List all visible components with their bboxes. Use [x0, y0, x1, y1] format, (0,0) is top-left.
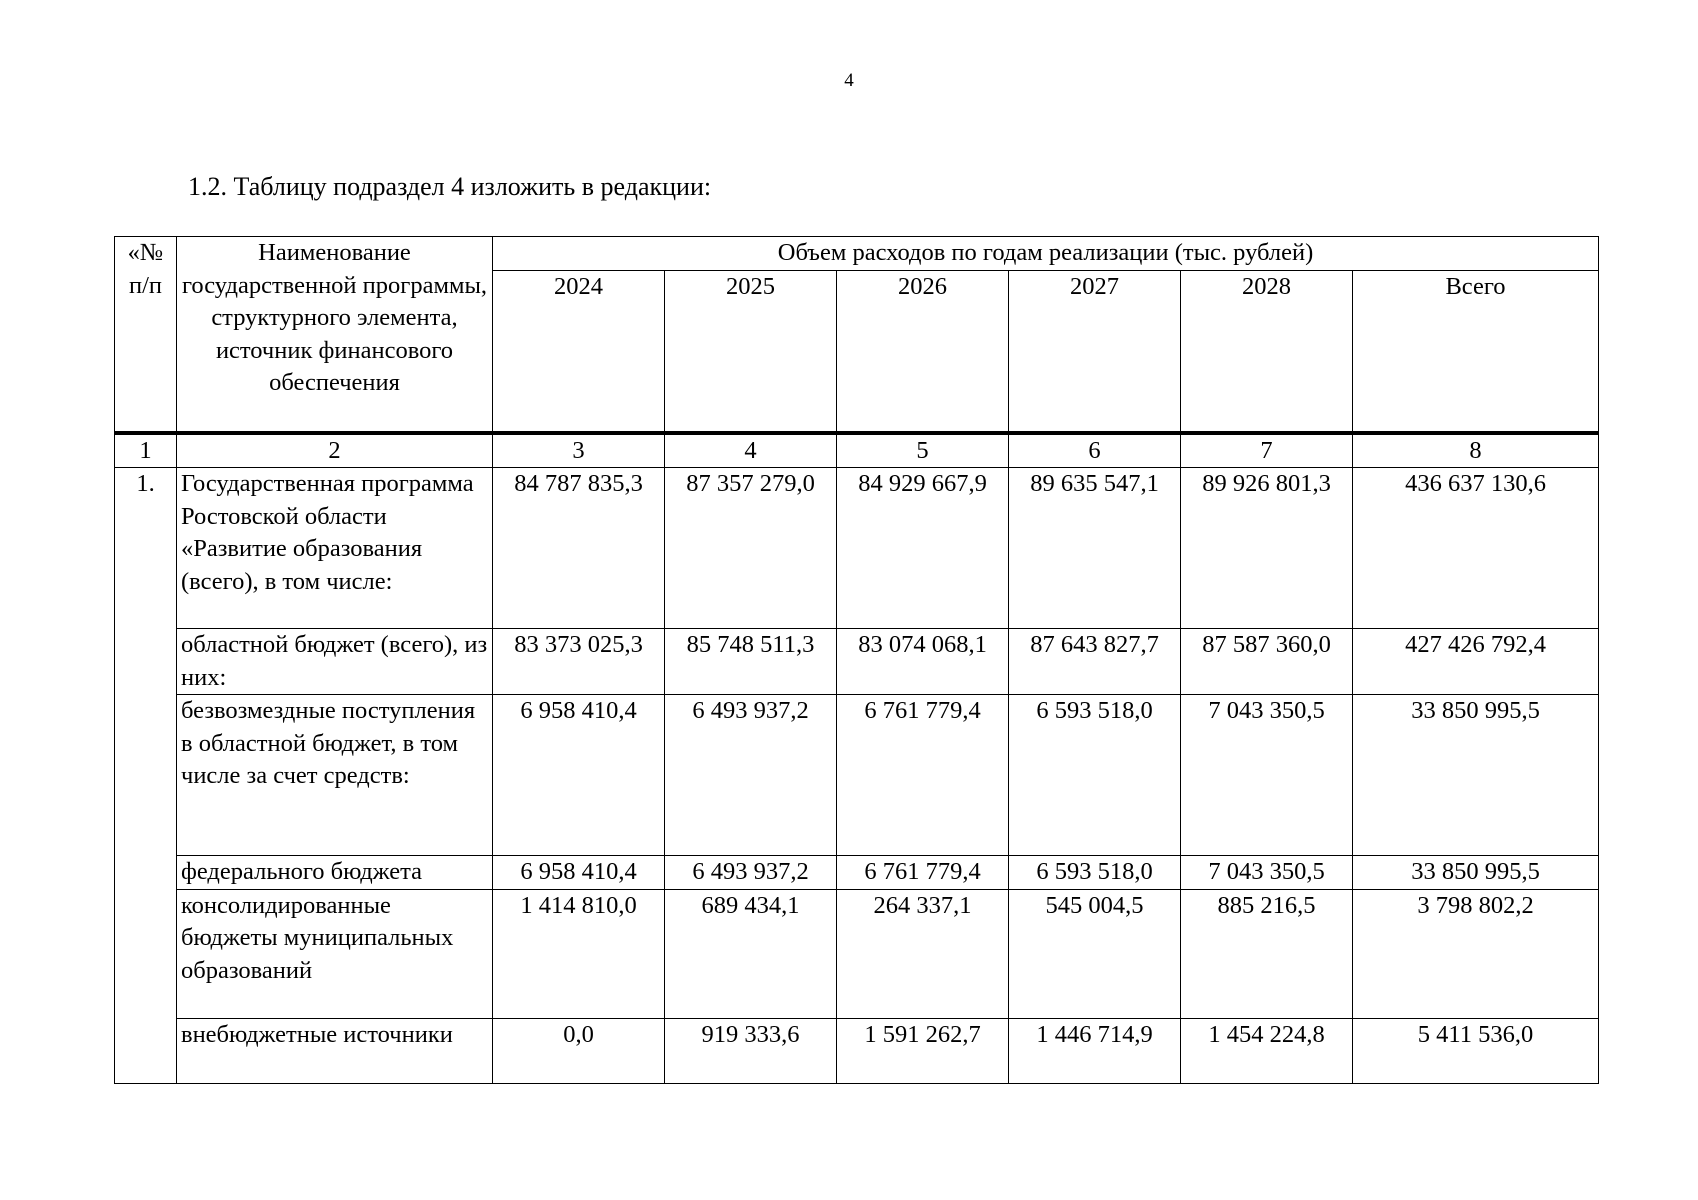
value-cell: 7 043 350,5: [1181, 856, 1353, 890]
column-number: 2: [177, 433, 493, 468]
table-row: [115, 856, 1599, 890]
column-number: 5: [837, 433, 1009, 468]
column-number: 1: [115, 433, 177, 468]
value-cell: 1 454 224,8: [1181, 1018, 1353, 1083]
row-name: областной бюджет (всего), из них:: [177, 629, 493, 695]
header-group: Объем расходов по годам реализации (тыс. рублей): [493, 237, 1599, 271]
value-cell: 919 333,6: [665, 1018, 837, 1083]
value-cell: 6 593 518,0: [1009, 856, 1181, 890]
value-cell: 6 593 518,0: [1009, 695, 1181, 856]
value-cell: 89 926 801,3: [1181, 468, 1353, 629]
header-year: 2026: [837, 270, 1009, 433]
table-row: [115, 1018, 1599, 1083]
column-number: 8: [1353, 433, 1599, 468]
row-number: 1.: [115, 468, 177, 1084]
table-row: [115, 468, 1599, 629]
table-row: [115, 629, 1599, 695]
table-row: [115, 889, 1599, 1018]
budget-table: [114, 236, 1599, 1084]
value-cell: 6 761 779,4: [837, 856, 1009, 890]
value-cell: 689 434,1: [665, 889, 837, 1018]
column-number: 6: [1009, 433, 1181, 468]
row-name: консолидированные бюджеты муниципальных образований: [177, 889, 493, 1018]
header-name: Наименование государственной программы, структурного элемента, источник финансового обеспечения: [177, 237, 493, 433]
row-name: внебюджетные источники: [177, 1018, 493, 1083]
value-cell: 89 635 547,1: [1009, 468, 1181, 629]
value-cell: 6 958 410,4: [493, 856, 665, 890]
column-number: 3: [493, 433, 665, 468]
value-cell: 0,0: [493, 1018, 665, 1083]
value-cell: 1 446 714,9: [1009, 1018, 1181, 1083]
header-year: 2024: [493, 270, 665, 433]
value-cell: 85 748 511,3: [665, 629, 837, 695]
column-number: 7: [1181, 433, 1353, 468]
value-cell: 885 216,5: [1181, 889, 1353, 1018]
value-cell: 6 493 937,2: [665, 856, 837, 890]
value-cell: 87 587 360,0: [1181, 629, 1353, 695]
value-cell: 87 643 827,7: [1009, 629, 1181, 695]
value-cell: 6 761 779,4: [837, 695, 1009, 856]
value-cell: 545 004,5: [1009, 889, 1181, 1018]
value-cell: 6 493 937,2: [665, 695, 837, 856]
total-cell: 33 850 995,5: [1353, 856, 1599, 890]
header-total: Всего: [1353, 270, 1599, 433]
row-name: безвозмездные поступления в областной бюджет, в том числе за счет средств:: [177, 695, 493, 856]
total-cell: 436 637 130,6: [1353, 468, 1599, 629]
intro-text: 1.2. Таблицу подраздел 4 изложить в редакции:: [188, 172, 712, 201]
value-cell: 7 043 350,5: [1181, 695, 1353, 856]
table-row: [115, 695, 1599, 856]
total-cell: 5 411 536,0: [1353, 1018, 1599, 1083]
total-cell: 3 798 802,2: [1353, 889, 1599, 1018]
header-year: 2027: [1009, 270, 1181, 433]
value-cell: 84 929 667,9: [837, 468, 1009, 629]
value-cell: 83 373 025,3: [493, 629, 665, 695]
header-year: 2025: [665, 270, 837, 433]
value-cell: 1 414 810,0: [493, 889, 665, 1018]
total-cell: 33 850 995,5: [1353, 695, 1599, 856]
page-number: 4: [844, 70, 854, 91]
value-cell: 264 337,1: [837, 889, 1009, 1018]
value-cell: 84 787 835,3: [493, 468, 665, 629]
total-cell: 427 426 792,4: [1353, 629, 1599, 695]
header-year: 2028: [1181, 270, 1353, 433]
row-name: Государственная программа Ростовской области «Развитие образования (всего), в том числе:: [177, 468, 493, 629]
header-num: «№ п/п: [115, 237, 177, 433]
value-cell: 6 958 410,4: [493, 695, 665, 856]
value-cell: 1 591 262,7: [837, 1018, 1009, 1083]
value-cell: 83 074 068,1: [837, 629, 1009, 695]
row-name: федерального бюджета: [177, 856, 493, 890]
value-cell: 87 357 279,0: [665, 468, 837, 629]
column-number: 4: [665, 433, 837, 468]
